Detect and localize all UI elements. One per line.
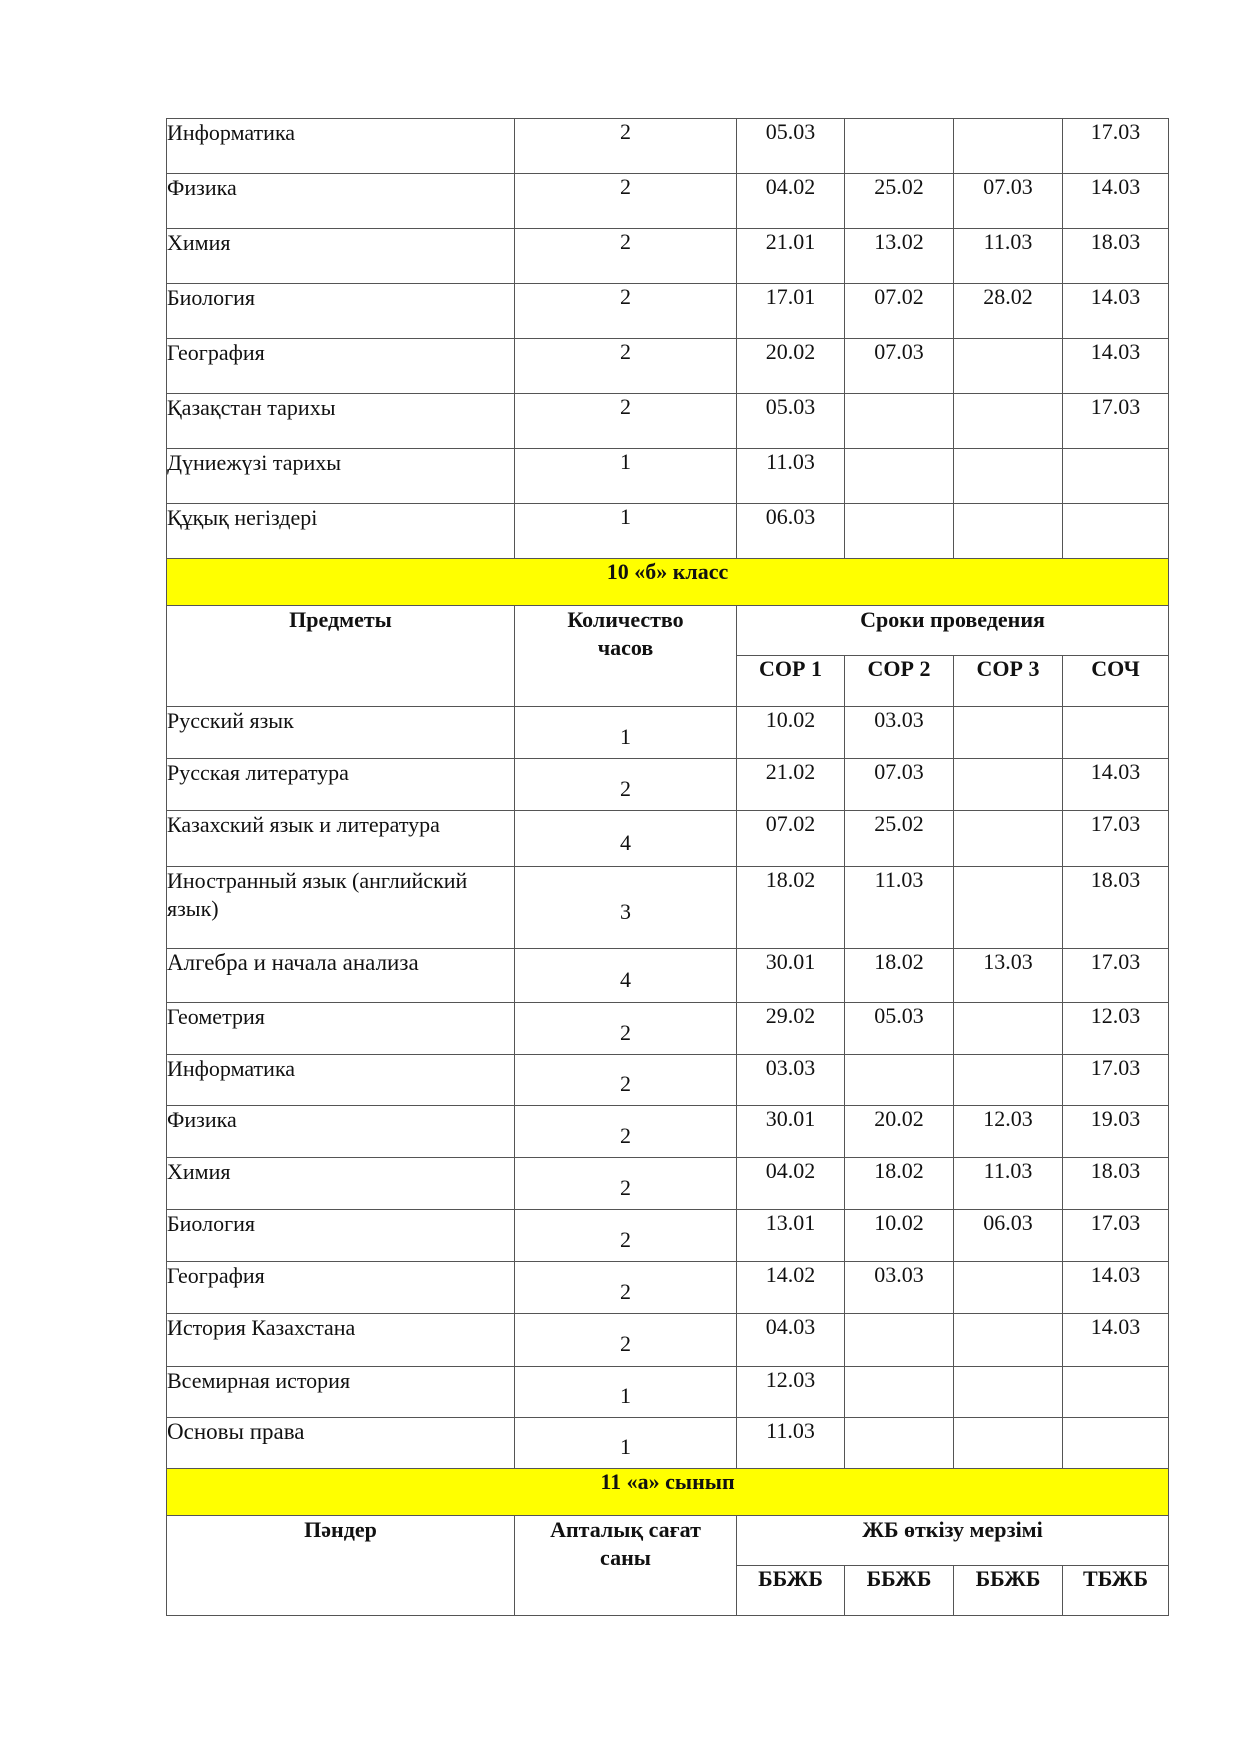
date-cell: 25.02 (845, 174, 954, 229)
date-cell: 07.02 (737, 811, 845, 867)
date-cell (954, 1262, 1063, 1314)
hours-cell: 2 (515, 1055, 737, 1106)
date-cell: 14.03 (1063, 759, 1169, 811)
hours-cell: 2 (515, 759, 737, 811)
date-cell: 18.03 (1063, 229, 1169, 284)
date-cell (954, 759, 1063, 811)
date-cell: 14.03 (1063, 174, 1169, 229)
table-row (167, 1262, 1169, 1314)
table-row (167, 1314, 1169, 1367)
date-cell (845, 1055, 954, 1106)
table-row (167, 1106, 1169, 1158)
header-subjects: Пәндер (167, 1516, 515, 1616)
hours-cell: 2 (515, 1262, 737, 1314)
date-cell: 14.03 (1063, 284, 1169, 339)
subject-cell: Химия (167, 229, 515, 284)
hours-cell: 2 (515, 174, 737, 229)
hours-cell: 4 (515, 949, 737, 1003)
subject-cell: Русская литература (167, 759, 515, 811)
date-cell: 07.02 (845, 284, 954, 339)
hours-cell: 2 (515, 394, 737, 449)
date-cell (954, 394, 1063, 449)
subject-cell: Геометрия (167, 1003, 515, 1055)
date-cell: 05.03 (737, 394, 845, 449)
header-col-4: СОЧ (1063, 656, 1169, 707)
date-cell: 28.02 (954, 284, 1063, 339)
date-cell (845, 1314, 954, 1367)
subject-cell: География (167, 1262, 515, 1314)
subject-cell: Информатика (167, 119, 515, 174)
header-col-2: СОР 2 (845, 656, 954, 707)
header-dates: Сроки проведения (737, 606, 1169, 656)
date-cell: 29.02 (737, 1003, 845, 1055)
date-cell: 17.03 (1063, 1210, 1169, 1262)
date-cell (954, 449, 1063, 504)
date-cell: 11.03 (737, 1418, 845, 1469)
subject-cell: Физика (167, 174, 515, 229)
date-cell (845, 119, 954, 174)
date-cell: 18.02 (845, 949, 954, 1003)
header-col-2: ББЖБ (845, 1566, 954, 1616)
hours-cell: 2 (515, 1106, 737, 1158)
table-row (167, 759, 1169, 811)
hours-cell: 3 (515, 867, 737, 949)
class-band-row (167, 559, 1169, 606)
subject-cell: История Казахстана (167, 1314, 515, 1367)
hours-cell: 1 (515, 1418, 737, 1469)
date-cell: 17.03 (1063, 119, 1169, 174)
subject-cell: Иностранный язык (английский язык) (167, 867, 515, 949)
date-cell: 19.03 (1063, 1106, 1169, 1158)
date-cell: 11.03 (954, 229, 1063, 284)
date-cell (1063, 1367, 1169, 1418)
table-row (167, 1367, 1169, 1418)
date-cell: 10.02 (737, 707, 845, 759)
table-row (167, 339, 1169, 394)
hours-cell: 2 (515, 1158, 737, 1210)
table-row (167, 707, 1169, 759)
hours-cell: 2 (515, 1003, 737, 1055)
date-cell: 14.03 (1063, 1262, 1169, 1314)
hours-cell: 1 (515, 1367, 737, 1418)
table-row (167, 449, 1169, 504)
date-cell (954, 119, 1063, 174)
date-cell: 04.02 (737, 174, 845, 229)
hours-cell: 4 (515, 811, 737, 867)
date-cell: 21.01 (737, 229, 845, 284)
header-col-1: СОР 1 (737, 656, 845, 707)
date-cell (954, 1314, 1063, 1367)
date-cell: 20.02 (737, 339, 845, 394)
date-cell: 12.03 (1063, 1003, 1169, 1055)
date-cell: 14.03 (1063, 339, 1169, 394)
date-cell: 03.03 (845, 707, 954, 759)
subject-cell: Химия (167, 1158, 515, 1210)
date-cell: 17.03 (1063, 1055, 1169, 1106)
date-cell: 30.01 (737, 1106, 845, 1158)
table-row (167, 1158, 1169, 1210)
subject-cell: Казахский язык и литература (167, 811, 515, 867)
date-cell: 07.03 (954, 174, 1063, 229)
table-row (167, 1003, 1169, 1055)
date-cell: 18.03 (1063, 1158, 1169, 1210)
hours-cell: 1 (515, 707, 737, 759)
date-cell (954, 1055, 1063, 1106)
header-row (167, 1516, 1169, 1566)
date-cell (845, 1418, 954, 1469)
hours-cell: 2 (515, 1314, 737, 1367)
date-cell: 12.03 (954, 1106, 1063, 1158)
date-cell: 12.03 (737, 1367, 845, 1418)
date-cell (954, 504, 1063, 559)
date-cell: 18.02 (737, 867, 845, 949)
class-band-row (167, 1469, 1169, 1516)
schedule-table (166, 118, 1169, 1616)
subject-cell: Қазақстан тарихы (167, 394, 515, 449)
date-cell: 03.03 (845, 1262, 954, 1314)
hours-cell: 1 (515, 449, 737, 504)
header-col-3: ББЖБ (954, 1566, 1063, 1616)
date-cell: 11.03 (845, 867, 954, 949)
date-cell: 14.02 (737, 1262, 845, 1314)
date-cell (954, 707, 1063, 759)
date-cell (1063, 504, 1169, 559)
subject-cell: Дүниежүзі тарихы (167, 449, 515, 504)
date-cell: 05.03 (845, 1003, 954, 1055)
class-title: 10 «б» класс (167, 559, 1169, 606)
table-row (167, 284, 1169, 339)
table-row (167, 174, 1169, 229)
date-cell: 17.03 (1063, 949, 1169, 1003)
date-cell (845, 394, 954, 449)
date-cell: 06.03 (737, 504, 845, 559)
header-col-3: СОР 3 (954, 656, 1063, 707)
date-cell: 05.03 (737, 119, 845, 174)
date-cell: 11.03 (737, 449, 845, 504)
subject-cell: Алгебра и начала анализа (167, 949, 515, 1003)
table-row (167, 949, 1169, 1003)
date-cell (954, 1003, 1063, 1055)
date-cell: 21.02 (737, 759, 845, 811)
subject-cell: Всемирная история (167, 1367, 515, 1418)
date-cell (954, 339, 1063, 394)
date-cell (954, 811, 1063, 867)
date-cell: 11.03 (954, 1158, 1063, 1210)
class-title: 11 «а» сынып (167, 1469, 1169, 1516)
date-cell: 10.02 (845, 1210, 954, 1262)
header-hours: Количество часов (515, 606, 737, 707)
header-col-4: ТБЖБ (1063, 1566, 1169, 1616)
date-cell (845, 449, 954, 504)
date-cell (954, 1367, 1063, 1418)
table-row (167, 1055, 1169, 1106)
date-cell: 07.03 (845, 339, 954, 394)
hours-cell: 2 (515, 229, 737, 284)
subject-cell: Биология (167, 1210, 515, 1262)
hours-cell: 1 (515, 504, 737, 559)
subject-cell: Основы права (167, 1418, 515, 1469)
date-cell (845, 504, 954, 559)
date-cell (1063, 707, 1169, 759)
date-cell: 30.01 (737, 949, 845, 1003)
date-cell: 13.01 (737, 1210, 845, 1262)
subject-cell: Құқық негіздері (167, 504, 515, 559)
header-subjects: Предметы (167, 606, 515, 707)
date-cell: 17.03 (1063, 394, 1169, 449)
table-row (167, 504, 1169, 559)
table-row (167, 1418, 1169, 1469)
date-cell: 03.03 (737, 1055, 845, 1106)
table-row (167, 394, 1169, 449)
subject-cell: Физика (167, 1106, 515, 1158)
date-cell (1063, 449, 1169, 504)
date-cell: 18.03 (1063, 867, 1169, 949)
subject-cell: Русский язык (167, 707, 515, 759)
date-cell: 13.03 (954, 949, 1063, 1003)
date-cell: 13.02 (845, 229, 954, 284)
subject-cell: Биология (167, 284, 515, 339)
hours-cell: 2 (515, 119, 737, 174)
header-row (167, 606, 1169, 656)
date-cell: 20.02 (845, 1106, 954, 1158)
hours-cell: 2 (515, 1210, 737, 1262)
table-row (167, 1210, 1169, 1262)
table-row (167, 811, 1169, 867)
date-cell: 17.01 (737, 284, 845, 339)
date-cell: 18.02 (845, 1158, 954, 1210)
date-cell (954, 1418, 1063, 1469)
date-cell (845, 1367, 954, 1418)
date-cell: 14.03 (1063, 1314, 1169, 1367)
subject-cell: География (167, 339, 515, 394)
date-cell: 07.03 (845, 759, 954, 811)
hours-cell: 2 (515, 284, 737, 339)
header-col-1: ББЖБ (737, 1566, 845, 1616)
table-row (167, 229, 1169, 284)
header-dates: ЖБ өткізу мерзімі (737, 1516, 1169, 1566)
table-row (167, 119, 1169, 174)
date-cell: 17.03 (1063, 811, 1169, 867)
date-cell: 25.02 (845, 811, 954, 867)
date-cell: 04.03 (737, 1314, 845, 1367)
hours-cell: 2 (515, 339, 737, 394)
date-cell (1063, 1418, 1169, 1469)
table-row (167, 867, 1169, 949)
subject-cell: Информатика (167, 1055, 515, 1106)
date-cell: 06.03 (954, 1210, 1063, 1262)
header-hours: Апталық сағат саны (515, 1516, 737, 1616)
date-cell: 04.02 (737, 1158, 845, 1210)
date-cell (954, 867, 1063, 949)
